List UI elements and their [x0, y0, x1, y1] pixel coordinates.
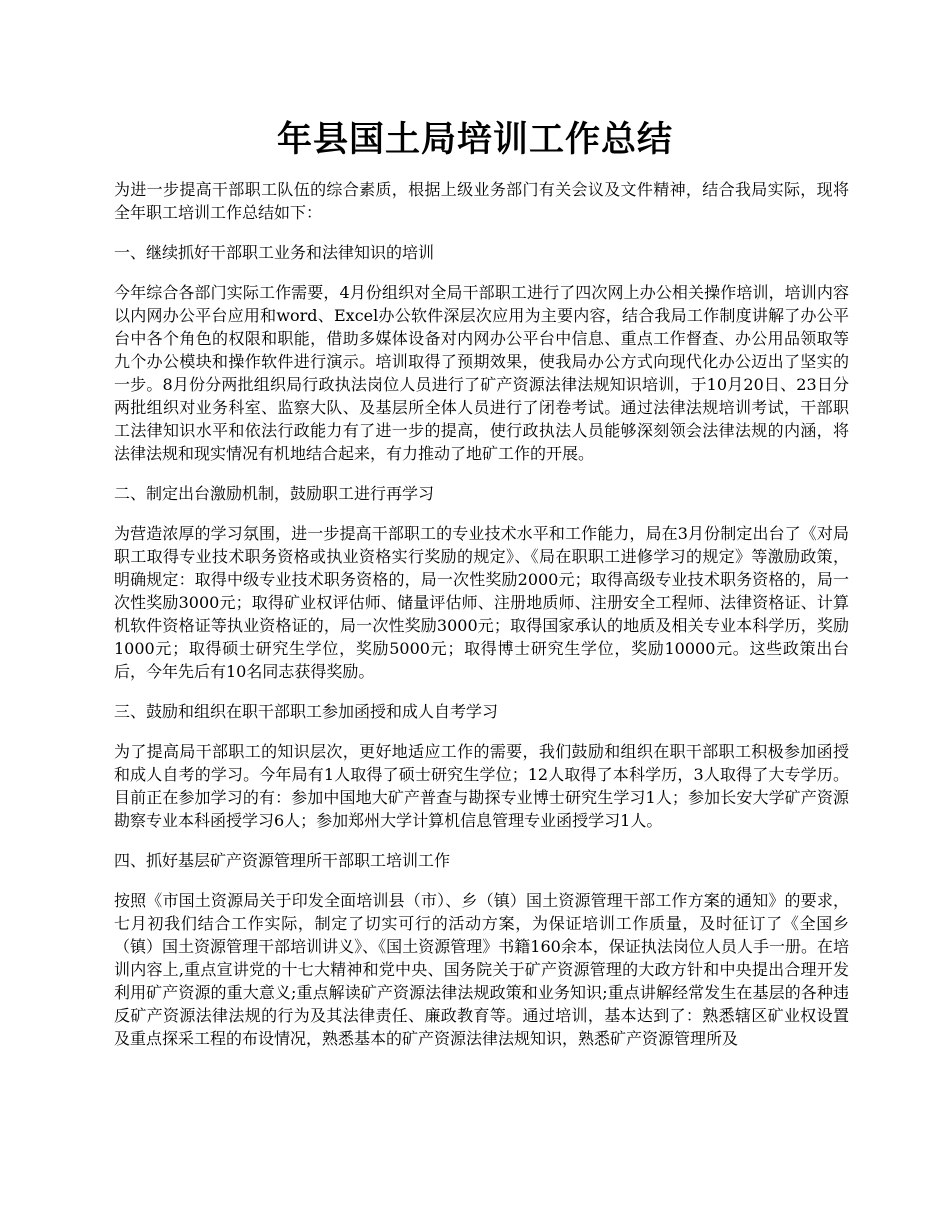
section-heading-3: 三、鼓励和组织在职干部职工参加函授和成人自考学习	[114, 702, 499, 721]
section-heading-1: 一、继续抓好干部职工业务和法律知识的培训	[114, 243, 435, 262]
section-2-paragraph: 为营造浓厚的学习氛围，进一步提高干部职工的专业技术水平和工作能力，局在3月份制定出台了《对局职工取得专业技术职务资格或执业资格实行奖励的规定》、《局在职职工进修学习的规定》等激励政策，明确规定：取得中级专业技术职务资格的，局一次性奖励2000元；取得高级专业技术职务资格的，局一次性奖励3000元；取得矿业权评估师、储量评估师、注册地质师、注册安全工程师、法律资格证、计算机软件资格证等执业资格证的，局一次性奖励3000元；取得国家承认的地质及相关专业本科学历，奖励1000元；取得硕士研究生学位，奖励5000元；取得博士研究生学位，奖励10000元。这些政策出台后，今年先后有10名同志获得奖励。	[114, 524, 849, 681]
section-heading-2: 二、制定出台激励机制，鼓励职工进行再学习	[114, 484, 435, 503]
document-title: 年县国土局培训工作总结	[276, 119, 673, 160]
section-1-paragraph: 今年综合各部门实际工作需要，4月份组织对全局干部职工进行了四次网上办公相关操作培训，培训内容以内网办公平台应用和word、Excel办公软件深层次应用为主要内容，结合我局工作制度讲解了办公平台中各个角色的权限和职能，借助多媒体设备对内网办公平台中信息、重点工作督查、办公用品领取等九个办公模块和操作软件进行演示。培训取得了预期效果，使我局办公方式向现代化办公迈出了坚实的一步。8月份分两批组织局行政执法岗位人员进行了矿产资源法律法规知识培训，于10月20日、23日分两批组织对业务科室、监察大队、及基层所全体人员进行了闭卷考试。通过法律法规培训考试，干部职工法律知识水平和依法行政能力有了进一步的提高，使行政执法人员能够深刻领会法律法规的内涵，将法律法规和现实情况有机地结合起来，有力推动了地矿工作的开展。	[114, 283, 849, 463]
intro-paragraph: 为进一步提高干部职工队伍的综合素质，根据上级业务部门有关会议及文件精神，结合我局实际，现将全年职工培训工作总结如下：	[114, 180, 849, 222]
document-body	[114, 178, 849, 1067]
section-4-paragraph: 按照《市国土资源局关于印发全面培训县（市）、乡（镇）国土资源管理干部工作方案的通知》的要求，七月初我们结合工作实际，制定了切实可行的活动方案，为保证培训工作质量，及时征订了《全国乡（镇）国土资源管理干部培训讲义》、《国土资源管理》书籍160余本，保证执法岗位人员人手一册。在培训内容上,重点宣讲党的十七大精神和党中央、国务院关于矿产资源管理的大政方针和中央提出合理开发利用矿产资源的重大意义;重点解读矿产资源法律法规政策和业务知识;重点讲解经常发生在基层的各种违反矿产资源法律法规的行为及其法律责任、廉政教育等。通过培训，基本达到了：熟悉辖区矿业权设置及重点探采工程的布设情况，熟悉基本的矿产资源法律法规知识，熟悉矿产资源管理所及	[114, 891, 849, 1048]
section-heading-4: 四、抓好基层矿产资源管理所干部职工培训工作	[114, 851, 451, 870]
section-3-paragraph: 为了提高局干部职工的知识层次，更好地适应工作的需要，我们鼓励和组织在职干部职工积极参加函授和成人自考的学习。今年局有1人取得了硕士研究生学位；12人取得了本科学历，3人取得了大专学历。目前正在参加学习的有：参加中国地大矿产普查与勘探专业博士研究生学习1人；参加长安大学矿产资源勘察专业本科函授学习6人；参加郑州大学计算机信息管理专业函授学习1人。	[114, 742, 849, 830]
